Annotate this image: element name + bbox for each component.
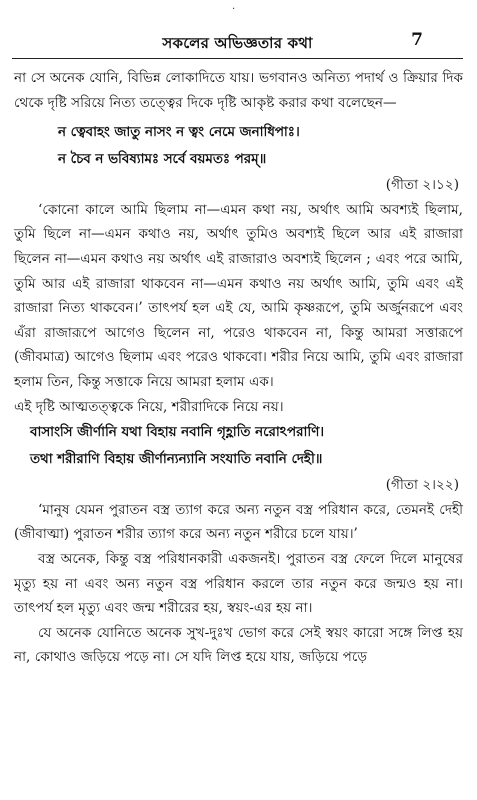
verse-1-line-1: ন ত্বেবাহং জাতু নাসং ন ত্বং নেমে জনাধিপাঃ। [58, 124, 300, 141]
verse-2-reference: (গীতা ২।২২) [385, 477, 459, 494]
running-title: সকলের অভিজ্ঞতার কথা [162, 34, 313, 52]
paragraph-4: ‘মানুষ যেমন পুরাতন বস্ত্র ত্যাগ করে অন্য নতুন বস্ত্র পরিধান করে, তেমনই দেহী (জীবাত্মা) পুরাতন শরীর ত্যাগ করে অন্য নতুন শরীরে চলে যায়।’ [14, 501, 463, 543]
paragraph-2: ‘কোনো কালে আমি ছিলাম না—এমন কথা নয়, অর্থাৎ আমি অবশ্যই ছিলাম, তুমি ছিলে না—এমন কথাও নয়, অর্থাৎ তুমিও অবশ্যই ছিলে আর এই রাজারা ছিলেন না—এমন কথাও নয় অর্থাৎ এই রাজারাও অবশ্যই ছিলেন ; এবং পরে আমি, তুমি আর এই রাজারা থাকবেন না—এমন কথাও নয় অর্থাৎ আমি, তুমি এবং এই রাজারা নিত্য থাকবেন।’ তাৎপর্য হল এই যে, আমি কৃষ্ণরূপে, তুমি অর্জুনরূপে এবং এঁরা রাজারূপে আগেও ছিলেন না, পরেও থাকবেন না, কিন্তু আমরা সত্তারূপে (জীবমাত্র) আগেও ছিলাম এবং পরেও থাকবো। শরীর নিয়ে আমি, তুমি এবং রাজারা হলাম তিন, কিন্তু সত্তাকে নিয়ে আমরা হলাম এক। [14, 201, 463, 390]
paragraph-3: এই দৃষ্টি আত্মতত্ত্বকে নিয়ে, শরীরাদিকে নিয়ে নয়। [14, 398, 284, 415]
page-header [12, 30, 463, 59]
paragraph-5: বস্ত্র অনেক, কিন্তু বস্ত্র পরিধানকারী একজনই। পুরাতন বস্ত্র ফেলে দিলে মানুষের মৃত্যু হয় না এবং অন্য নতুন বস্ত্র পরিধান করলে তার নতুন করে জন্মও হয় না। তাৎপর্য হল মৃত্যু এবং জন্ম শরীরের হয়, স্বয়ং-এর হয় না। [14, 550, 463, 617]
verse-1-line-2: ন চৈব ন ভবিষ্যামঃ সর্বে বয়মতঃ পরম্‌॥ [58, 151, 267, 168]
verse-1-reference: (গীতা ২।১২) [385, 177, 459, 194]
page-body [14, 66, 463, 670]
paragraph-1: না সে অনেক যোনি, বিভিন্ন লোকাদিতে যায়। ভগবানও অনিত্য পদার্থ ও ক্রিয়ার দিক থেকে দৃষ্টি সরিয়ে নিত্য তত্ত্বের দিকে দৃষ্টি আকৃষ্ট করার কথা বলেছেন— [14, 70, 463, 111]
verse-2-line-2: তথা শরীরাণি বিহায় জীর্ণান্যন্যানি সংযাতি নবানি দেহী॥ [30, 451, 323, 468]
page-number: 7 [411, 30, 423, 50]
print-speck: · [232, 4, 236, 15]
verse-2-line-1: বাসাংসি জীর্ণানি যথা বিহায় নবানি গৃহ্ণাতি নরোঽপরাণি। [30, 424, 325, 441]
paragraph-6: যে অনেক যোনিতে অনেক সুখ-দুঃখ ভোগ করে সেই স্বয়ং কারো সঙ্গে লিপ্ত হয় না, কোথাও জড়িয়ে পড়ে না। সে যদি লিপ্ত হয়ে যায়, জড়িয়ে পড়ে [14, 624, 463, 666]
